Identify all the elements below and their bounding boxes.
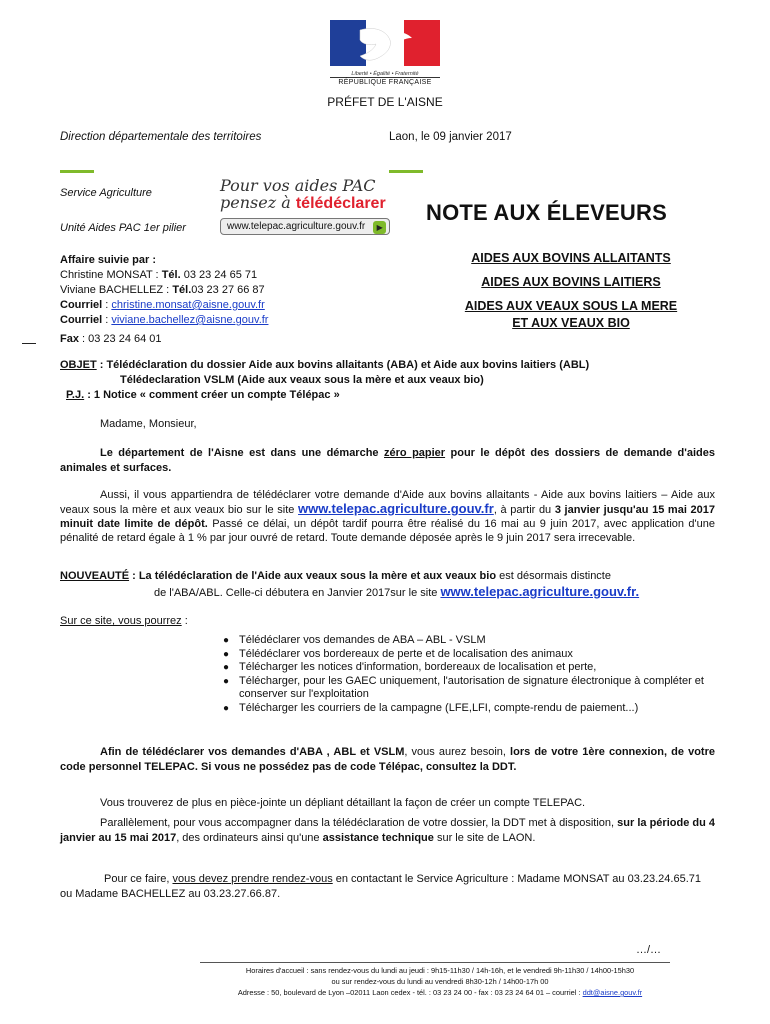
objet-block: OBJET : Télédéclaration du dossier Aide aux bovins allaitants (ABA) et Aide aux bovins laitiers (ABL) Télédeclaration VSLM (Aide aux veaux sous la mère et aux veaux bio) P.J. : 1 Notice « comment créer un compte Télépac » [60, 358, 720, 403]
direction-label: Direction départementale des territoires [60, 131, 262, 143]
telepac-link[interactable]: www.telepac.agriculture.gouv.fr [298, 501, 494, 516]
footer-appointments: ou sur rendez-vous du lundi au vendredi 8h30-12h / 14h00-17h 00 [331, 977, 549, 986]
pj-text: : 1 Notice « comment créer un compte Télépac » [84, 389, 340, 401]
fold-mark [22, 343, 36, 344]
motto: Liberté • Égalité • Fraternité [351, 71, 419, 77]
contacts-block: Affaire suivie par : Christine MONSAT : Tél. 03 23 24 65 71 Viviane BACHELLEZ : Tél.03 23 27 66 87 Courriel : christine.monsat@aisne.gouv.fr Courriel : viviane.bachellez@aisne.gouv.fr Fax : 03 23 24 64 01 [60, 254, 269, 345]
footer-hours: Horaires d'accueil : sans rendez-vous du lundi au jeudi : 9h15-11h30 / 14h-16h, et le vendredi 9h-11h30 / 14h00-15h30 [245, 966, 635, 975]
paragraph-telepac-code: Afin de télédéclarer vos demandes d'ABA , ABL et VSLM, vous aurez besoin, lors de votre 1ère connexion, de votre code personnel TELEPAC. Si vous ne possédez pas de code Télépac, consultez la DDT. [60, 746, 715, 773]
paragraph-zero-paper: Le département de l'Aisne est dans une démarche zéro papier pour le dépôt des dossiers de demande d'aides animales et surfaces. [60, 447, 715, 474]
site-intro: Sur ce site, vous pourrez : [60, 615, 188, 627]
paragraph-appointment: Pour ce faire, vous devez prendre rendez-vous en contactant le Service Agriculture : Madame MONSAT au 03.23.24.65.71 ou Madame BACHELLEZ au 03.23.27.66.87. [60, 873, 701, 900]
banner-url: www.telepac.agriculture.gouv.fr [227, 221, 366, 232]
service-unit: Unité Aides PAC 1er pilier [60, 222, 186, 234]
telepac-link-2[interactable]: www.telepac.agriculture.gouv.fr. [440, 584, 640, 599]
banner-url-box [220, 218, 390, 235]
place-date: Laon, le 09 janvier 2017 [389, 131, 512, 143]
subtitle-3a: AIDES AUX VEAUX SOUS LA MERE [464, 299, 678, 313]
objet-label: OBJET [60, 359, 97, 371]
continued-mark: …/… [636, 944, 662, 956]
list-item: ● Télécharger les notices d'information, bordereaux de localisation et perte, [223, 661, 718, 675]
prefect-title: PRÉFET DE L'AISNE [327, 95, 443, 109]
paragraph-assistance: Parallèlement, pour vous accompagner dans la télédéclaration de votre dossier, la DDT met à disposition, sur la période du 4 janvier au 15 mai 2017, des ordinateurs ainsi qu'une assistance technique sur le site de LAON. [60, 817, 715, 844]
features-list [223, 634, 718, 715]
contact-2-email-link[interactable]: viviane.bachellez@aisne.gouv.fr [111, 314, 269, 326]
flag-icon [330, 20, 440, 66]
telepac-banner [220, 178, 420, 244]
contacts-heading: Affaire suivie par : [60, 254, 156, 266]
list-item: ● Télécharger les courriers de la campagne (LFE,LFI, compte-rendu de paiement...) [223, 702, 718, 716]
arrow-play-icon: ▶ [373, 221, 386, 234]
footer [140, 965, 740, 998]
footer-divider [200, 962, 670, 963]
republic-label: RÉPUBLIQUE FRANÇAISE [330, 77, 440, 86]
objet-line2: Télédeclaration VSLM (Aide aux veaux sous la mère et aux veaux bio) [120, 374, 484, 386]
list-item: ● Télécharger, pour les GAEC uniquement, l'autorisation de signature électronique à compléter et conserver sur l'exploitation [223, 675, 718, 702]
banner-highlight: télédéclarer [295, 195, 386, 212]
subtitle-2: AIDES AUX BOVINS LAITIERS [481, 275, 661, 289]
banner-line2-prefix: pensez à [220, 193, 296, 212]
banner-line1: Pour vos aides PAC [220, 176, 376, 195]
contact-2-name: Viviane BACHELLEZ : [60, 284, 170, 296]
green-divider-right [389, 170, 423, 173]
footer-address: Adresse : 50, boulevard de Lyon –02011 Laon cedex - tél. : 03 23 24 00 - fax : 03 23 24 64 01 – courriel : [237, 988, 583, 997]
objet-line1: : Télédéclaration du dossier Aide aux bovins allaitants (ABA) et Aide aux bovins laitiers (ABL) [96, 359, 590, 371]
contact-2-phone: 03 23 27 66 87 [191, 284, 265, 296]
service-name: Service Agriculture [60, 187, 152, 199]
contact-1-email-link[interactable]: christine.monsat@aisne.gouv.fr [111, 299, 265, 311]
marianne-logo [330, 20, 440, 86]
note-title: NOTE AUX ÉLEVEURS [426, 200, 667, 225]
paragraph-nouveaute: NOUVEAUTÉ : La télédéclaration de l'Aide aux veaux sous la mère et aux veaux bio est désormais distincte de l'ABA/ABL. Celle-ci débutera en Janvier 2017sur le site www.telepac.agriculture.gouv.fr. [60, 570, 640, 599]
green-divider-left [60, 170, 94, 173]
footer-email-link[interactable]: ddt@aisne.gouv.fr [582, 988, 643, 997]
greeting: Madame, Monsieur, [100, 418, 197, 430]
subtitle-3b: ET AUX VEAUX BIO [512, 316, 630, 330]
fax-number: : 03 23 24 64 01 [82, 333, 162, 345]
contact-1-phone: 03 23 24 65 71 [183, 269, 258, 281]
paragraph-deadlines: Aussi, il vous appartiendra de télédéclarer votre demande d'Aide aux bovins allaitants - Aide aux bovins laitiers – Aide aux veaux sous la mère et aux veaux bio sur le site www.telepac.agriculture.gouv.fr, à partir du 3 janvier jusqu'au 15 mai 2017 minuit date limite de dépôt. Passé ce délai, un dépôt tardif pourra être réalisé du 16 mai au 9 juin 2017, avec application d'une pénalité de retard égale à 1 % par jour ouvré de retard. Toute demande déposée après le 9 juin 2017 sera irrecevable. [60, 489, 715, 544]
paragraph-attachment: Vous trouverez de plus en pièce-jointe un dépliant détaillant la façon de créer un compte TELEPAC. [100, 797, 586, 809]
contact-1-name: Christine MONSAT : [60, 269, 159, 281]
list-item: ● Télédéclarer vos demandes de ABA – ABL - VSLM [223, 634, 718, 648]
subtitle-1: AIDES AUX BOVINS ALLAITANTS [471, 251, 671, 265]
list-item: ● Télédéclarer vos bordereaux de perte et de localisation des animaux [223, 648, 718, 662]
